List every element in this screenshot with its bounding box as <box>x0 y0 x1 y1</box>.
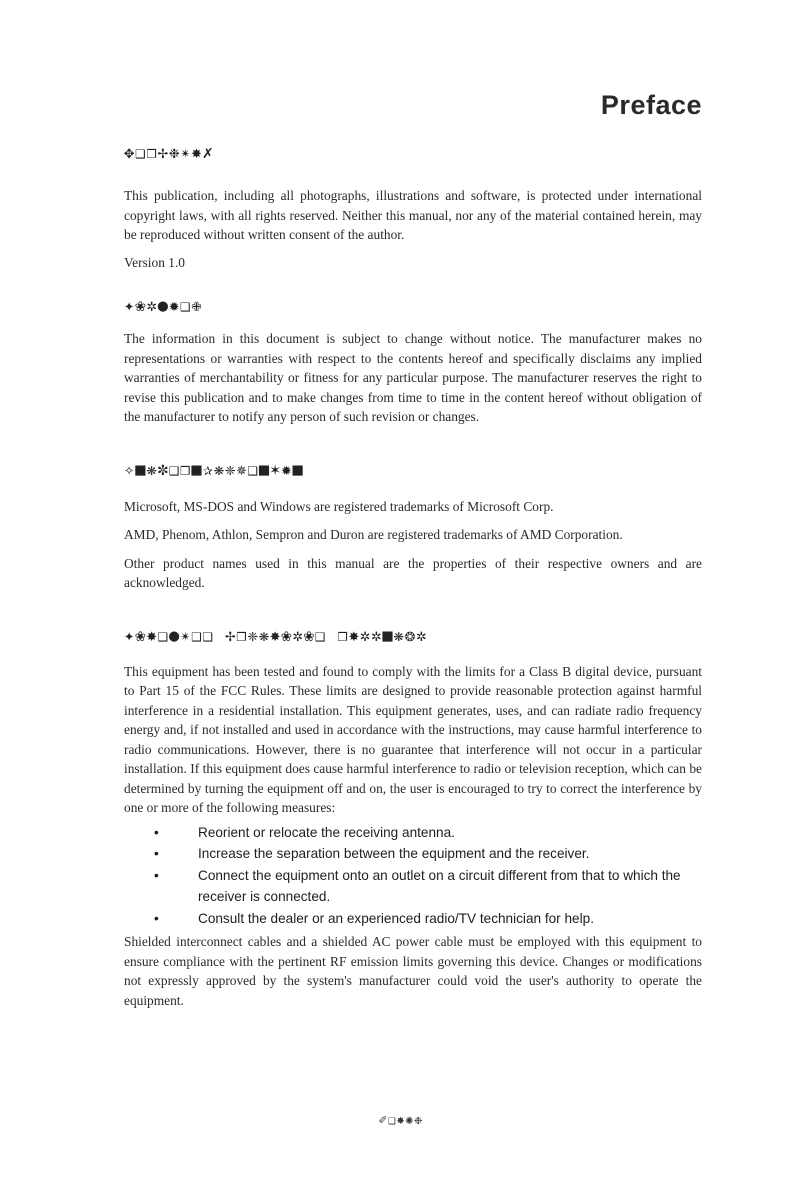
disclaimer-heading: ✦❀✲●✹❑✙ <box>124 296 203 316</box>
version-text: Version 1.0 <box>124 254 185 270</box>
copyright-paragraph: This publication, including all photographs, illustrations and software, is protected under international copyright laws, with all rights reserved. Neither this manual, nor any of the material contained herein, may be reproduced without written consent of the author. <box>124 188 702 242</box>
measure-text: Reorient or relocate the receiving antenna. <box>198 824 455 840</box>
fcc-paragraph: This equipment has been tested and found to comply with the limits for a Class B digital device, pursuant to Part 15 of the FCC Rules. These limits are designed to provide reasonable protection against harmful interference in a residential installation. This equipment generates, uses, and can radiate radio frequency energy and, if not installed and used in accordance with the instructions, may cause harmful interference to radio communications. However, there is no guarantee that interference will not occur in a particular installation. If this equipment does cause harmful interference to radio or television reception, which can be determined by turning the equipment off and on, the user is encouraged to try to correct the interference by one or more of the following measures: <box>124 663 702 815</box>
bullet: • <box>154 910 159 926</box>
page-footer: ✐❑✸✺❉ <box>378 1113 424 1128</box>
measure-text: Consult the dealer or an experienced radio/TV technician for help. <box>198 910 594 926</box>
list-item <box>124 908 702 930</box>
fcc-section <box>124 623 702 1011</box>
disclaimer-section <box>124 293 702 427</box>
copyright-section <box>124 140 702 272</box>
copyright-heading: ✥❑❐✢❉✴✸✗ <box>124 143 214 163</box>
trademark-paragraph: Microsoft, MS-DOS and Windows are registered trademarks of Microsoft Corp. <box>124 498 554 514</box>
trademark-heading: ✧■❋✼❑❐■✰❋❈✵❑■✶✹■ <box>124 459 304 480</box>
fcc-closing-paragraph: Shielded interconnect cables and a shielded AC power cable must be employed with this equipment to ensure compliance with the pertinent RF emission limits governing this device. Changes or modifications not expressly approved by the system's manufacturer could void the user's authority to operate the equipment. <box>124 934 702 1008</box>
bullet: • <box>154 867 159 883</box>
fcc-heading: ✦❀✸❑●✴❑❑ ✢❐❈❋✸❀✲❀❑ ❐✸✲✲■❋❂✲ <box>124 625 428 646</box>
page-content <box>124 140 702 1010</box>
measure-text: Increase the separation between the equipment and the receiver. <box>198 846 590 861</box>
trademark-paragraph: Other product names used in this manual are the properties of their respective owners and are acknowledged. <box>124 555 702 590</box>
disclaimer-paragraph: The information in this document is subject to change without notice. The manufacturer makes no representations or warranties with respect to the contents hereof and specifically disclaims any implied warranties of merchantability or fitness for any particular purpose. The manufacturer reserves the right to revise this publication and to make changes from time to time in the content hereof without obligation of the manufacturer to notify any person of such revision or changes. <box>124 331 702 424</box>
list-item <box>124 822 702 844</box>
trademark-section <box>124 457 702 593</box>
bullet: • <box>154 846 159 861</box>
list-item <box>124 843 702 865</box>
trademark-paragraph: AMD, Phenom, Athlon, Sempron and Duron are registered trademarks of AMD Corporation. <box>124 527 623 542</box>
list-item <box>124 865 702 908</box>
measures-list <box>124 822 702 930</box>
measure-text: Connect the equipment onto an outlet on a circuit different from that to which the receiver is connected. <box>198 867 681 904</box>
bullet: • <box>154 824 159 840</box>
page-title: Preface <box>600 90 702 120</box>
